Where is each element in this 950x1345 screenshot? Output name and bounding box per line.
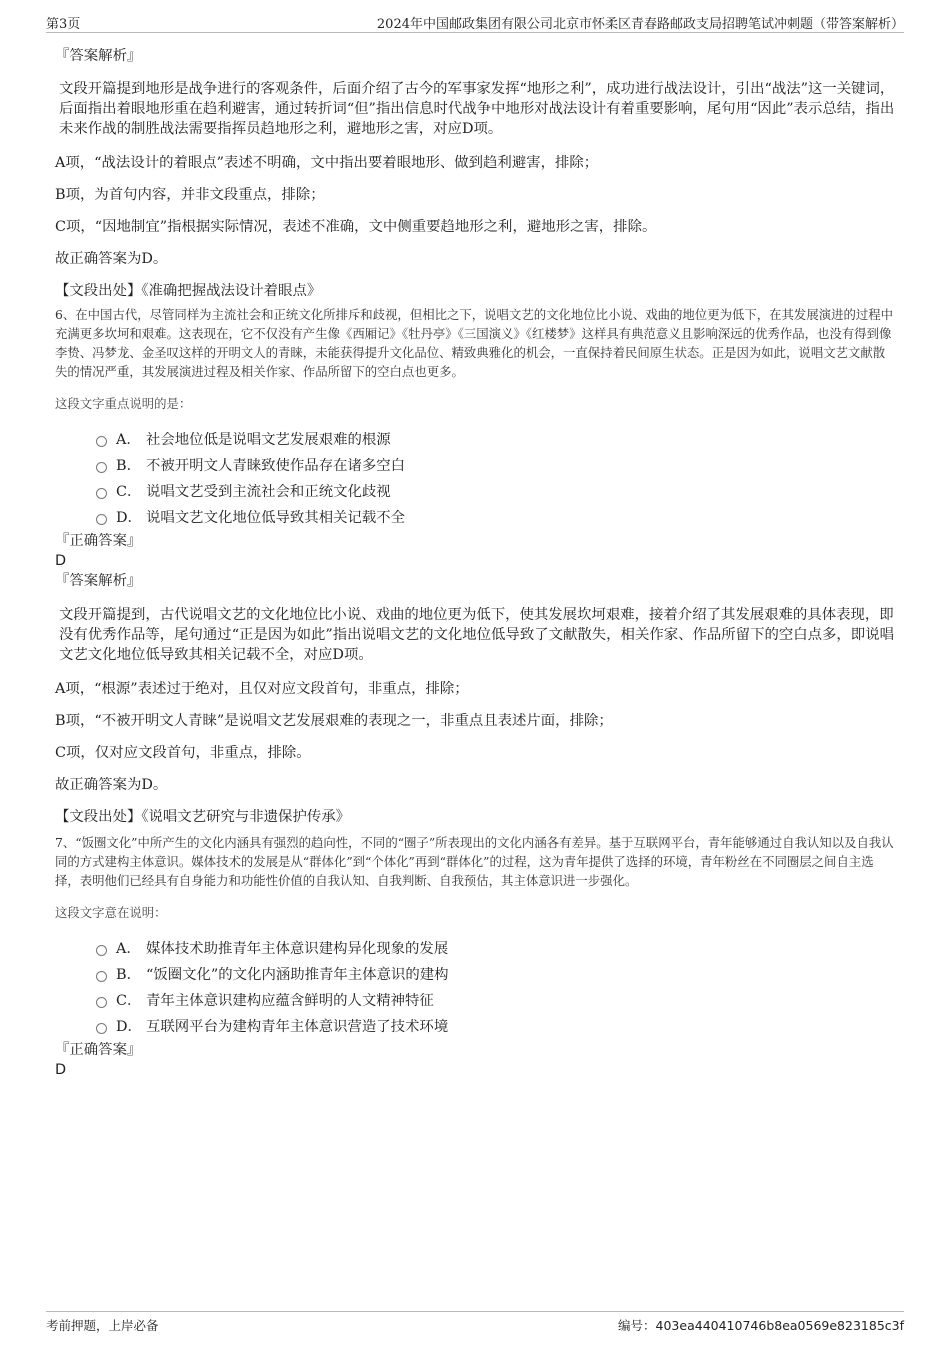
q6-answer: D bbox=[55, 553, 67, 569]
radio-icon[interactable] bbox=[96, 971, 107, 982]
document-code-value: 403ea440410746b8ea0569e823185c3f bbox=[655, 1318, 904, 1333]
radio-icon[interactable] bbox=[96, 462, 107, 473]
q7-options bbox=[55, 934, 895, 1038]
q5-analysis-paragraph: A项，“战法设计的着眼点”表述不明确，文中指出要着眼地形、做到趋利避害，排除； bbox=[55, 155, 599, 171]
radio-icon[interactable] bbox=[96, 514, 107, 525]
q6-option-c[interactable]: C． 说唱文艺受到主流社会和正统文化歧视 bbox=[55, 477, 895, 503]
q5-source: 【文段出处】《准确把握战法设计着眼点》 bbox=[55, 283, 322, 299]
q6-option-a[interactable]: A． 社会地位低是说唱文艺发展艰难的根源 bbox=[55, 425, 895, 451]
q7-option-a[interactable]: A． 媒体技术助推青年主体意识建构异化现象的发展 bbox=[55, 934, 895, 960]
q7-option-c[interactable]: C． 青年主体意识建构应蕴含鲜明的人文精神特征 bbox=[55, 986, 895, 1012]
page-footer bbox=[46, 1311, 904, 1336]
q6-analysis-paragraph: C项，仅对应文段首句，非重点，排除。 bbox=[55, 745, 311, 761]
page-content bbox=[55, 46, 895, 1080]
page-number: 第3页 bbox=[46, 17, 81, 32]
q6-analysis-label: 『答案解析』 bbox=[55, 573, 142, 589]
q7-stem: 7、“饭圈文化”中所产生的文化内涵具有强烈的趋向性，不同的“圈子”所表现出的文化内涵各有差异。基于互联网平台，青年能够通过自我认知以及自我认同的方式建构主体意识。媒体技术的发展是从“群体化”到“个体化”再到“群体化”的过程，这为青年提供了选择的环境，青年粉丝在不同圈层之间自主选择，表明他们已经具有自身能力和功能性价值的自我认知、自我判断、自我预估，其主体意识进一步强化。 bbox=[55, 835, 894, 888]
q7-option-d[interactable]: D． 互联网平台为建构青年主体意识营造了技术环境 bbox=[55, 1012, 895, 1038]
footer-slogan: 考前押题，上岸必备 bbox=[46, 1318, 159, 1333]
q5-analysis-paragraph: 文段开篇提到地形是战争进行的客观条件，后面介绍了古今的军事家发挥“地形之利”，成功进行战法设计，引出“战法”这一关键词，后面指出着眼地形重在趋利避害，通过转折词“但”指出信息时代战争中地形对战法设计有着重要影响，尾句用“因此”表示总结，指出未来作战的制胜战法需要指挥员趋地形之利，避地形之害，对应D项。 bbox=[59, 81, 895, 137]
q6-analysis-paragraph: 文段开篇提到，古代说唱文艺的文化地位比小说、戏曲的地位更为低下，使其发展坎坷艰难，接着介绍了其发展艰难的具体表现，即没有优秀作品等，尾句通过“正是因为如此”指出说唱文艺的文化地位低导致了文献散失，相关作家、作品所留下的空白点多，即说唱文艺文化地位低导致其相关记载不全，对应D项。 bbox=[59, 607, 894, 663]
q5-answer-statement: 故正确答案为D。 bbox=[55, 251, 168, 267]
radio-icon[interactable] bbox=[96, 436, 107, 447]
q7-answer-label: 『正确答案』 bbox=[55, 1042, 142, 1058]
q5-analysis-label: 『答案解析』 bbox=[55, 48, 142, 64]
radio-icon[interactable] bbox=[96, 997, 107, 1008]
q7-ask: 这段文字意在说明： bbox=[55, 905, 167, 920]
q6-source: 【文段出处】《说唱文艺研究与非遗保护传承》 bbox=[55, 809, 351, 825]
q5-analysis-paragraph: B项，为首句内容，并非文段重点，排除； bbox=[55, 187, 325, 203]
radio-icon[interactable] bbox=[96, 488, 107, 499]
q6-answer-label: 『正确答案』 bbox=[55, 533, 142, 549]
document-code-label: 编号： bbox=[618, 1318, 656, 1333]
document-title: 2024年中国邮政集团有限公司北京市怀柔区青春路邮政支局招聘笔试冲刺题（带答案解析） bbox=[376, 17, 904, 32]
q6-stem: 6、在中国古代，尽管同样为主流社会和正统文化所排斥和歧视，但相比之下，说唱文艺的文化地位比小说、戏曲的地位更为低下，在其发展演进的过程中充满更多坎坷和艰难。这表现在，它不仅没有产生像《西厢记》《牡丹亭》《三国演义》《红楼梦》这样具有典范意义且影响深远的优秀作品，也没有得到像李贽、冯梦龙、金圣叹这样的开明文人的青睐，未能获得提升文化品位、精致典雅化的机会，一直保持着民间原生状态。正是因为如此，说唱文艺文献散失的情况严重，其发展演进过程及相关作家、作品所留下的空白点也更多。 bbox=[55, 307, 894, 379]
q6-option-b[interactable]: B． 不被开明文人青睐致使作品存在诸多空白 bbox=[55, 451, 895, 477]
q6-ask: 这段文字重点说明的是： bbox=[55, 396, 192, 411]
q7-option-b[interactable]: B． “饭圈文化”的文化内涵助推青年主体意识的建构 bbox=[55, 960, 895, 986]
radio-icon[interactable] bbox=[96, 945, 107, 956]
q6-option-d[interactable]: D． 说唱文艺文化地位低导致其相关记载不全 bbox=[55, 503, 895, 529]
page-header bbox=[46, 10, 904, 33]
q6-analysis-paragraph: A项，“根源”表述过于绝对，且仅对应文段首句，非重点，排除； bbox=[55, 681, 469, 697]
q7-answer: D bbox=[55, 1062, 67, 1078]
document-code bbox=[618, 1316, 904, 1334]
q6-analysis-paragraph: B项，“不被开明文人青睐”是说唱文艺发展艰难的表现之一，非重点且表述片面，排除； bbox=[55, 713, 613, 729]
q5-analysis-paragraph: C项，“因地制宜”指根据实际情况，表述不准确，文中侧重要趋地形之利，避地形之害，排除。 bbox=[55, 219, 657, 235]
q6-answer-statement: 故正确答案为D。 bbox=[55, 777, 168, 793]
radio-icon[interactable] bbox=[96, 1023, 107, 1034]
q6-options bbox=[55, 425, 895, 529]
